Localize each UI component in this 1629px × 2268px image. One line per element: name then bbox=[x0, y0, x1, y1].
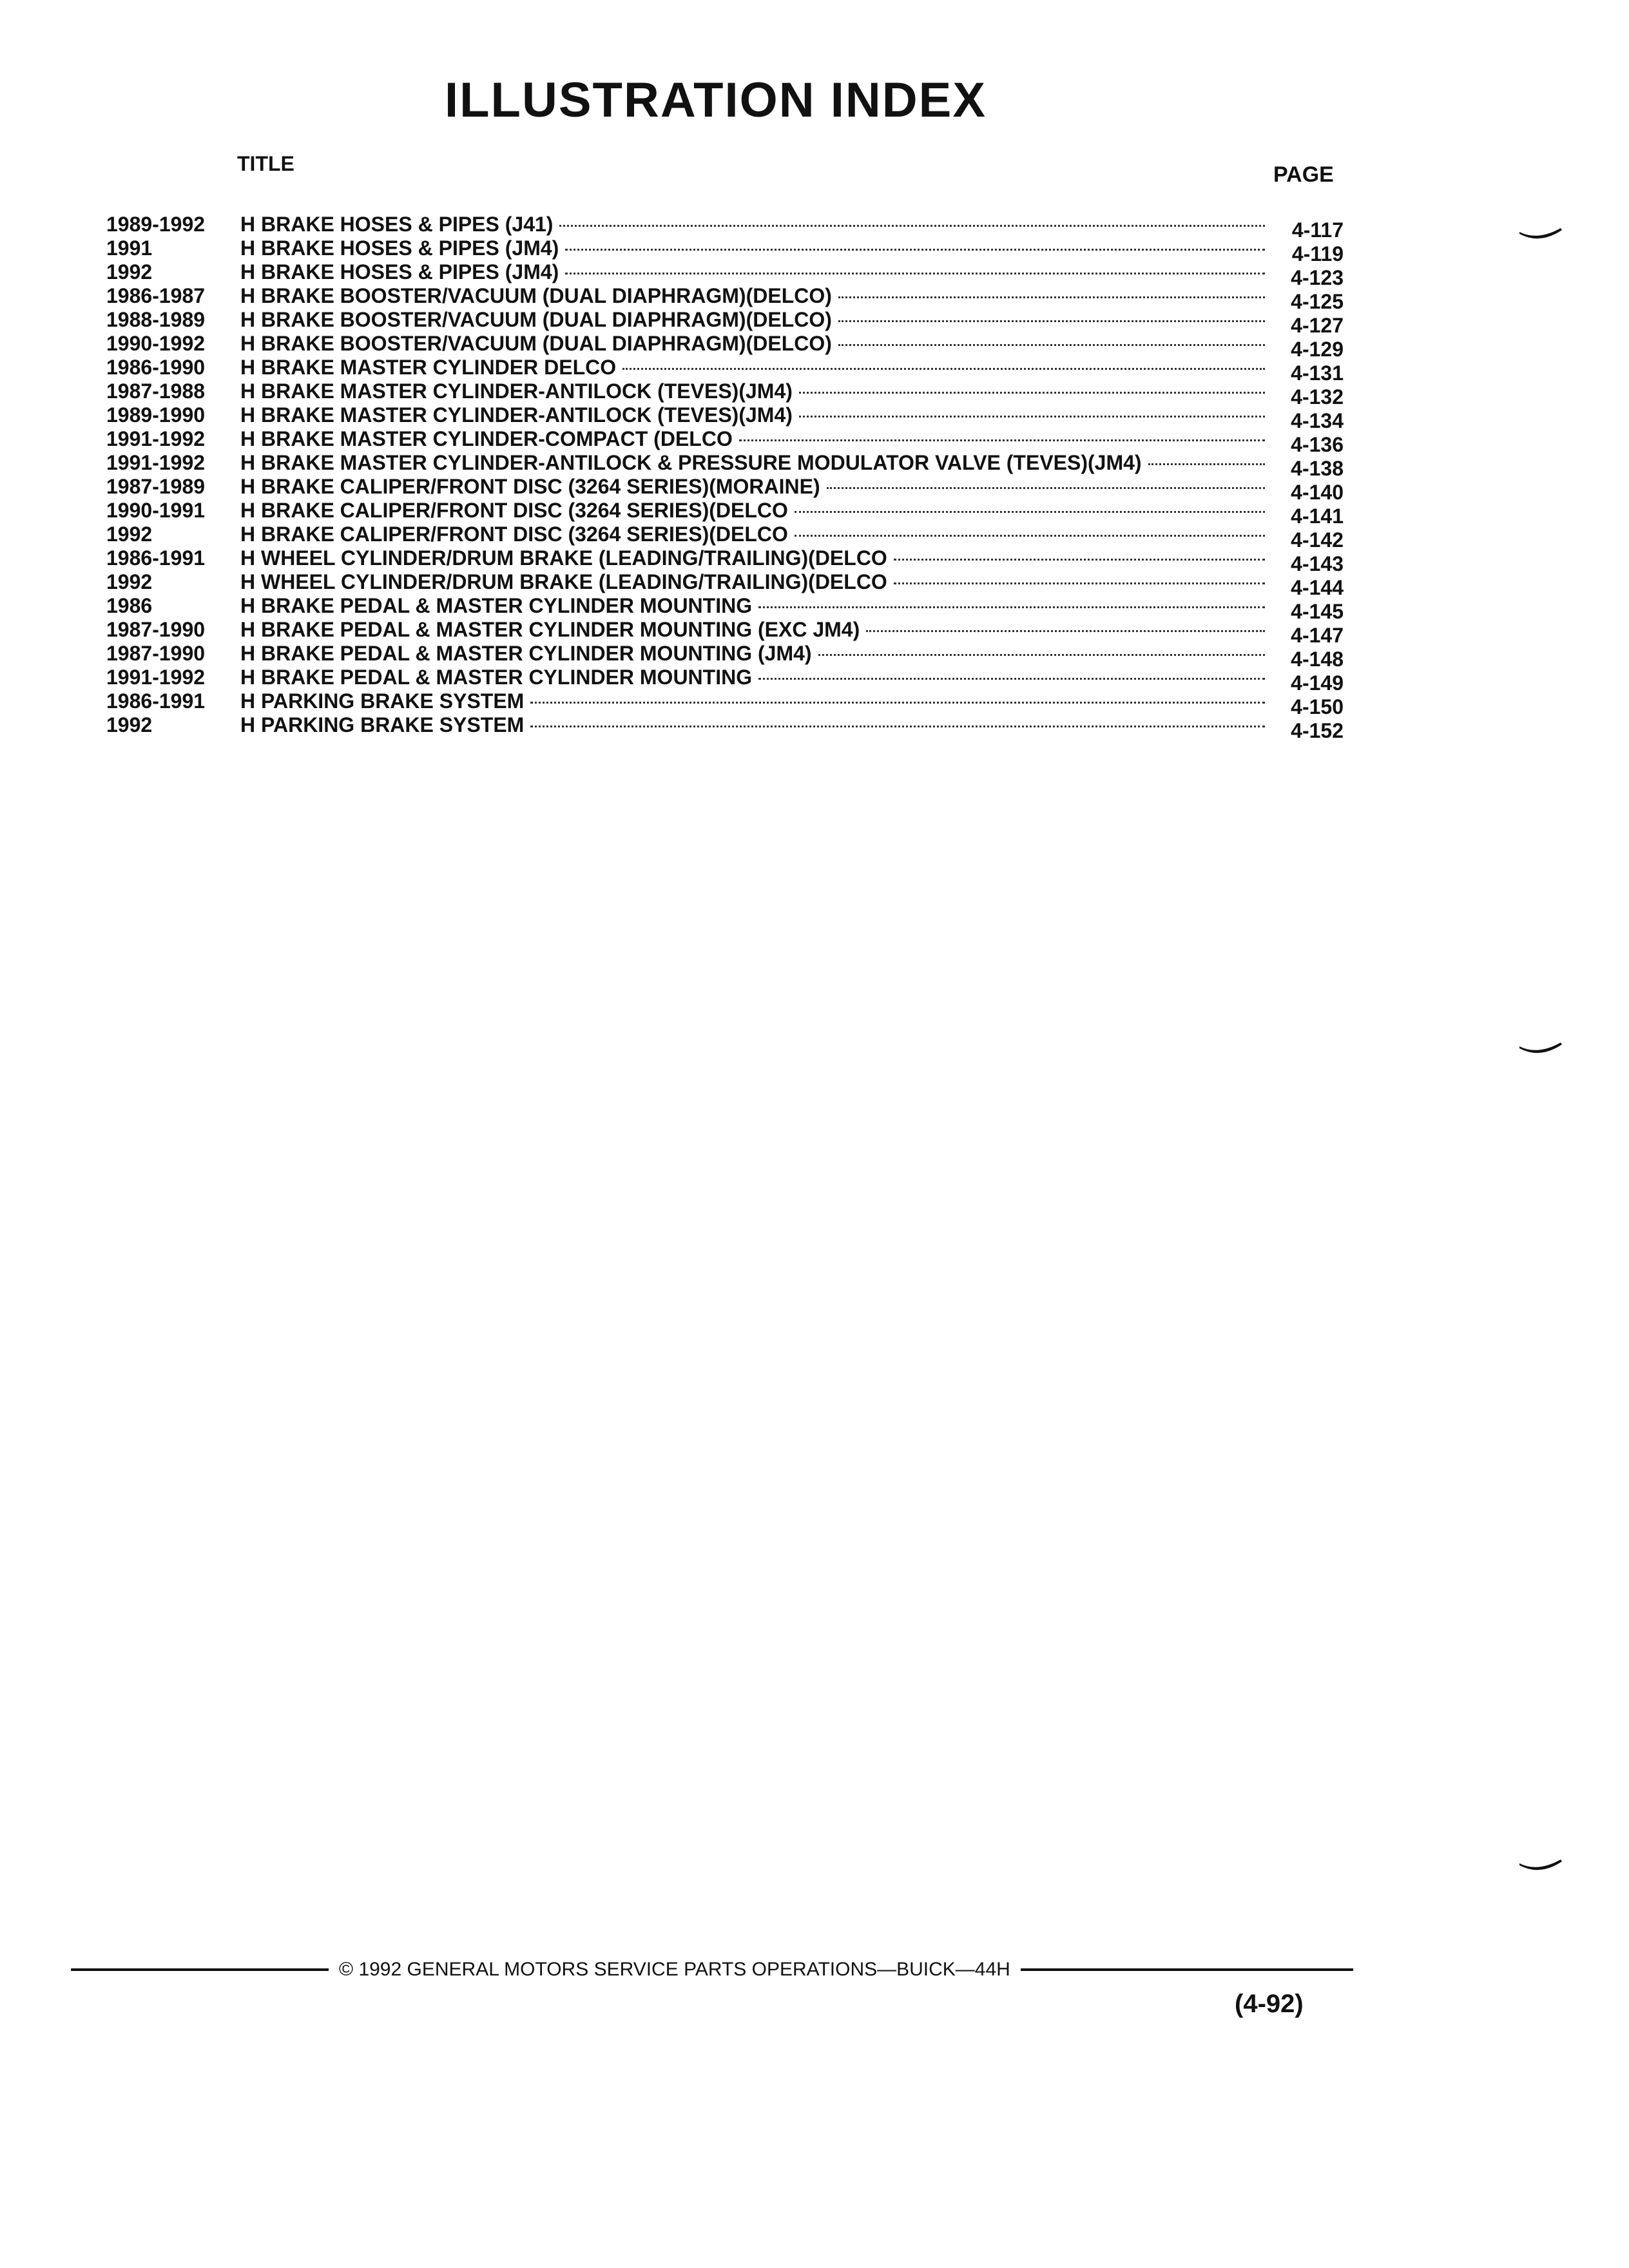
binder-mark-icon bbox=[1518, 1856, 1563, 1875]
entry-page: 4-138 bbox=[1291, 457, 1344, 480]
entry-title: H BRAKE MASTER CYLINDER-ANTILOCK & PRESSURE MODULATOR VALVE (TEVES)(JM4) bbox=[240, 451, 1142, 474]
dot-leader bbox=[795, 511, 1265, 513]
entry-title: H BRAKE CALIPER/FRONT DISC (3264 SERIES)(DELCO bbox=[240, 523, 788, 546]
entry-title: H WHEEL CYLINDER/DRUM BRAKE (LEADING/TRAILING)(DELCO bbox=[240, 546, 887, 570]
entry-title: H BRAKE BOOSTER/VACUUM (DUAL DIAPHRAGM)(DELCO) bbox=[240, 284, 832, 307]
index-entry bbox=[106, 523, 1344, 552]
column-header-title: TITLE bbox=[237, 152, 294, 175]
entry-page: 4-149 bbox=[1291, 671, 1344, 695]
index-entry bbox=[106, 546, 1344, 575]
index-entry bbox=[106, 618, 1344, 647]
dot-leader bbox=[827, 487, 1265, 489]
dot-leader bbox=[894, 559, 1265, 561]
entry-page: 4-117 bbox=[1291, 218, 1344, 242]
column-header-page: PAGE bbox=[1273, 162, 1334, 187]
copyright-text: © 1992 GENERAL MOTORS SERVICE PARTS OPERATIONS—BUICK—44H bbox=[339, 1959, 1010, 1980]
dot-leader bbox=[799, 392, 1265, 394]
entry-years: 1992 bbox=[106, 523, 153, 546]
entry-title: H BRAKE PEDAL & MASTER CYLINDER MOUNTING bbox=[240, 666, 753, 689]
entry-page: 4-140 bbox=[1291, 481, 1344, 504]
entry-years: 1987-1988 bbox=[106, 380, 206, 403]
dot-leader bbox=[838, 344, 1265, 346]
page-title: ILLUSTRATION INDEX bbox=[445, 73, 987, 128]
index-entry bbox=[106, 356, 1344, 385]
entry-title: H BRAKE BOOSTER/VACUUM (DUAL DIAPHRAGM)(DELCO) bbox=[240, 308, 832, 331]
page-number: (4-92) bbox=[1235, 1990, 1304, 2018]
entry-page: 4-141 bbox=[1291, 505, 1344, 528]
entry-title: H PARKING BRAKE SYSTEM bbox=[240, 689, 525, 713]
entry-title: H BRAKE PEDAL & MASTER CYLINDER MOUNTING bbox=[240, 594, 753, 617]
dot-leader bbox=[795, 535, 1265, 537]
entry-title: H WHEEL CYLINDER/DRUM BRAKE (LEADING/TRAILING)(DELCO bbox=[240, 570, 887, 593]
index-entry bbox=[106, 642, 1344, 671]
entry-title: H BRAKE MASTER CYLINDER DELCO bbox=[240, 356, 617, 379]
dot-leader bbox=[799, 416, 1265, 418]
entry-page: 4-129 bbox=[1291, 338, 1344, 361]
dot-leader bbox=[758, 678, 1265, 680]
index-entry bbox=[106, 594, 1344, 623]
entry-years: 1991-1992 bbox=[106, 666, 206, 689]
entry-page: 4-150 bbox=[1291, 695, 1344, 718]
entry-title: H BRAKE CALIPER/FRONT DISC (3264 SERIES)(MORAINE) bbox=[240, 475, 820, 498]
entry-page: 4-123 bbox=[1291, 266, 1344, 289]
entry-years: 1987-1990 bbox=[106, 618, 206, 641]
dot-leader bbox=[559, 225, 1265, 227]
entry-title: H PARKING BRAKE SYSTEM bbox=[240, 713, 525, 736]
entry-years: 1988-1989 bbox=[106, 308, 206, 331]
entry-page: 4-136 bbox=[1291, 433, 1344, 456]
entry-years: 1989-1992 bbox=[106, 213, 206, 236]
binder-mark-icon bbox=[1518, 1039, 1563, 1058]
dot-leader bbox=[894, 582, 1265, 584]
entry-page: 4-144 bbox=[1291, 576, 1344, 599]
dot-leader bbox=[565, 273, 1265, 274]
illustration-index-list bbox=[106, 213, 1344, 742]
dot-leader bbox=[838, 296, 1265, 298]
entry-page: 4-134 bbox=[1291, 409, 1344, 432]
entry-years: 1986-1991 bbox=[106, 546, 206, 570]
entry-title: H BRAKE HOSES & PIPES (JM4) bbox=[240, 260, 559, 284]
entry-page: 4-125 bbox=[1291, 290, 1344, 313]
index-entry bbox=[106, 713, 1344, 742]
entry-years: 1989-1990 bbox=[106, 403, 206, 427]
index-entry bbox=[106, 499, 1344, 528]
entry-title: H BRAKE BOOSTER/VACUUM (DUAL DIAPHRAGM)(DELCO) bbox=[240, 332, 832, 355]
index-entry bbox=[106, 666, 1344, 695]
index-entry bbox=[106, 570, 1344, 599]
entry-title: H BRAKE PEDAL & MASTER CYLINDER MOUNTING (JM4) bbox=[240, 642, 812, 665]
entry-page: 4-127 bbox=[1291, 314, 1344, 337]
dot-leader bbox=[565, 249, 1265, 251]
entry-title: H BRAKE CALIPER/FRONT DISC (3264 SERIES)(DELCO bbox=[240, 499, 788, 522]
entry-title: H BRAKE MASTER CYLINDER-ANTILOCK (TEVES)(JM4) bbox=[240, 380, 793, 403]
index-entry bbox=[106, 689, 1344, 718]
dot-leader bbox=[818, 654, 1265, 656]
entry-page: 4-148 bbox=[1291, 648, 1344, 671]
entry-page: 4-147 bbox=[1291, 624, 1344, 647]
entry-page: 4-142 bbox=[1291, 528, 1344, 552]
index-entry bbox=[106, 403, 1344, 432]
index-entry bbox=[106, 332, 1344, 361]
index-entry bbox=[106, 308, 1344, 337]
entry-years: 1987-1989 bbox=[106, 475, 206, 498]
entry-title: H BRAKE MASTER CYLINDER-ANTILOCK (TEVES)(JM4) bbox=[240, 403, 793, 427]
index-entry bbox=[106, 427, 1344, 456]
dot-leader bbox=[739, 439, 1265, 441]
index-entry bbox=[106, 475, 1344, 504]
footer-rule-right bbox=[1021, 1968, 1353, 1971]
entry-years: 1992 bbox=[106, 713, 153, 736]
index-entry bbox=[106, 260, 1344, 289]
entry-years: 1992 bbox=[106, 260, 153, 284]
dot-leader bbox=[838, 320, 1265, 322]
footer-rule-left bbox=[71, 1968, 329, 1971]
entry-page: 4-131 bbox=[1291, 361, 1344, 385]
entry-years: 1991-1992 bbox=[106, 427, 206, 450]
dot-leader bbox=[1148, 463, 1265, 465]
entry-years: 1986-1990 bbox=[106, 356, 206, 379]
entry-years: 1990-1991 bbox=[106, 499, 206, 522]
binder-mark-icon bbox=[1518, 224, 1563, 244]
entry-page: 4-152 bbox=[1291, 719, 1344, 742]
entry-years: 1991 bbox=[106, 236, 153, 260]
entry-page: 4-132 bbox=[1291, 385, 1344, 408]
entry-title: H BRAKE MASTER CYLINDER-COMPACT (DELCO bbox=[240, 427, 733, 450]
dot-leader bbox=[622, 368, 1265, 370]
entry-years: 1992 bbox=[106, 570, 153, 593]
dot-leader bbox=[530, 702, 1265, 704]
entry-years: 1990-1992 bbox=[106, 332, 206, 355]
index-entry bbox=[106, 236, 1344, 265]
dot-leader bbox=[530, 726, 1265, 727]
index-entry bbox=[106, 380, 1344, 408]
entry-page: 4-143 bbox=[1291, 552, 1344, 575]
entry-page: 4-145 bbox=[1291, 600, 1344, 623]
index-entry bbox=[106, 284, 1344, 313]
index-entry bbox=[106, 213, 1344, 242]
entry-years: 1986-1991 bbox=[106, 689, 206, 713]
dot-leader bbox=[866, 630, 1265, 632]
entry-title: H BRAKE HOSES & PIPES (J41) bbox=[240, 213, 554, 236]
entry-years: 1991-1992 bbox=[106, 451, 206, 474]
entry-title: H BRAKE PEDAL & MASTER CYLINDER MOUNTING (EXC JM4) bbox=[240, 618, 860, 641]
entry-title: H BRAKE HOSES & PIPES (JM4) bbox=[240, 236, 559, 260]
entry-years: 1986-1987 bbox=[106, 284, 206, 307]
entry-page: 4-119 bbox=[1291, 242, 1344, 265]
footer bbox=[71, 1959, 1353, 1981]
index-entry bbox=[106, 451, 1344, 480]
dot-leader bbox=[758, 606, 1265, 608]
entry-years: 1986 bbox=[106, 594, 153, 617]
entry-years: 1987-1990 bbox=[106, 642, 206, 665]
